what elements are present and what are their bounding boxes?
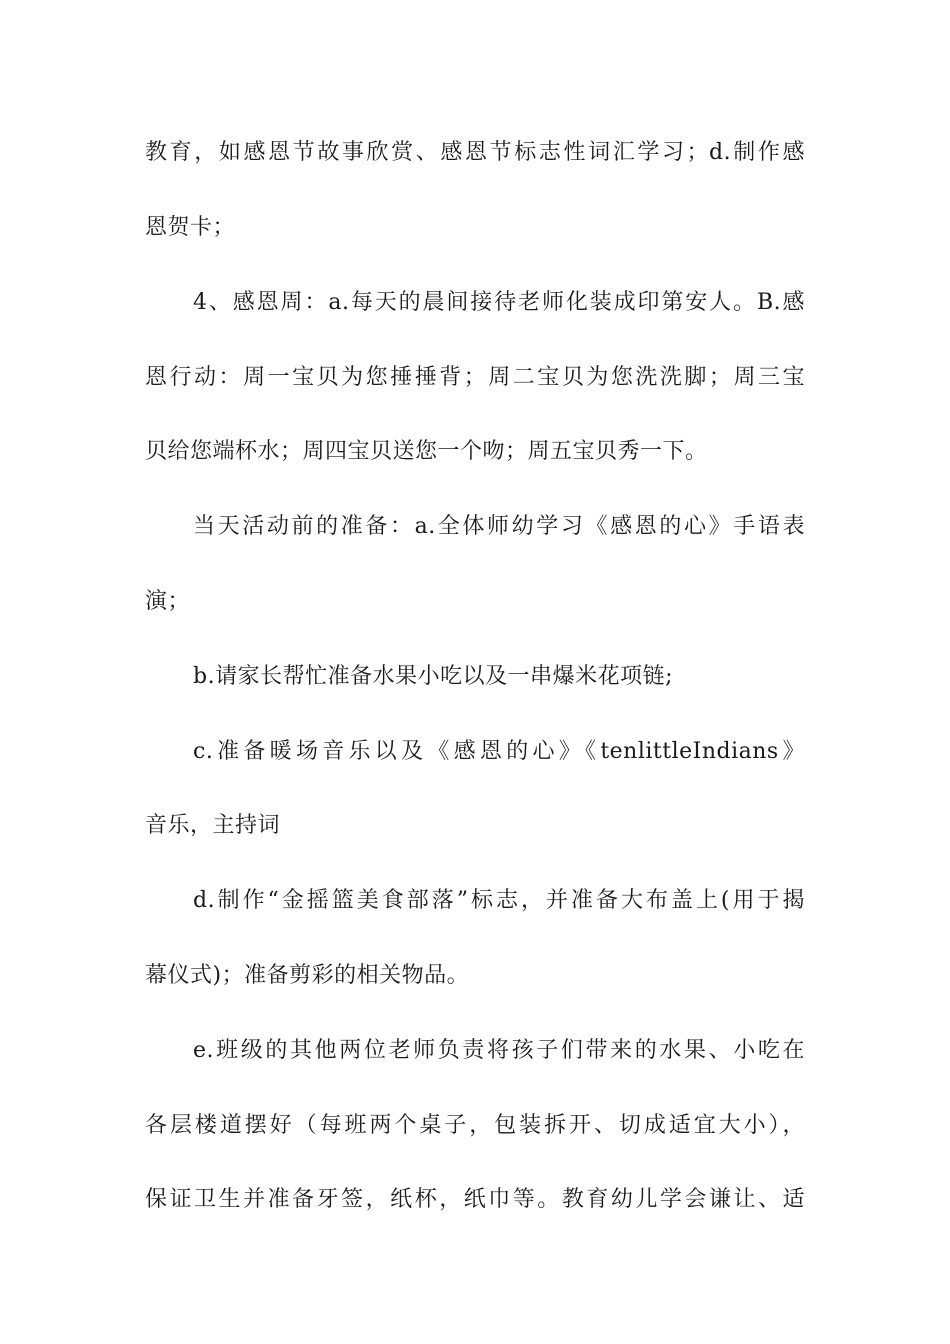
text-line: 恩行动：周一宝贝为您捶捶背；周二宝贝为您洗洗脚；周三宝 <box>145 365 805 390</box>
text-line: c.准备暖场音乐以及《感恩的心》《tenlittleIndians》 <box>193 739 805 764</box>
text-line: 演； <box>145 589 191 614</box>
text-line: 4、感恩周：a.每天的晨间接待老师化装成印第安人。B.感 <box>193 290 805 315</box>
text-line: 音乐，主持词 <box>145 813 281 838</box>
text-line: 贝给您端杯水；周四宝贝送您一个吻；周五宝贝秀一下。 <box>145 439 708 464</box>
text-line: e.班级的其他两位老师负责将孩子们带来的水果、小吃在 <box>193 1038 805 1063</box>
text-line: b.请家长帮忙准备水果小吃以及一串爆米花项链; <box>193 664 673 689</box>
text-line: 恩贺卡； <box>145 215 236 240</box>
text-line: 保证卫生并准备牙签，纸杯，纸巾等。教育幼儿学会谦让、适 <box>145 1187 805 1212</box>
text-line: 各层楼道摆好（每班两个桌子，包装拆开、切成适宜大小）， <box>145 1113 805 1138</box>
text-line: 教育，如感恩节故事欣赏、感恩节标志性词汇学习；d.制作感 <box>145 140 805 165</box>
text-line: 当天活动前的准备：a.全体师幼学习《感恩的心》手语表 <box>193 514 805 539</box>
text-line: 幕仪式)；准备剪彩的相关物品。 <box>145 963 470 988</box>
text-line: d.制作“金摇篮美食部落”标志，并准备大布盖上(用于揭 <box>193 888 805 913</box>
